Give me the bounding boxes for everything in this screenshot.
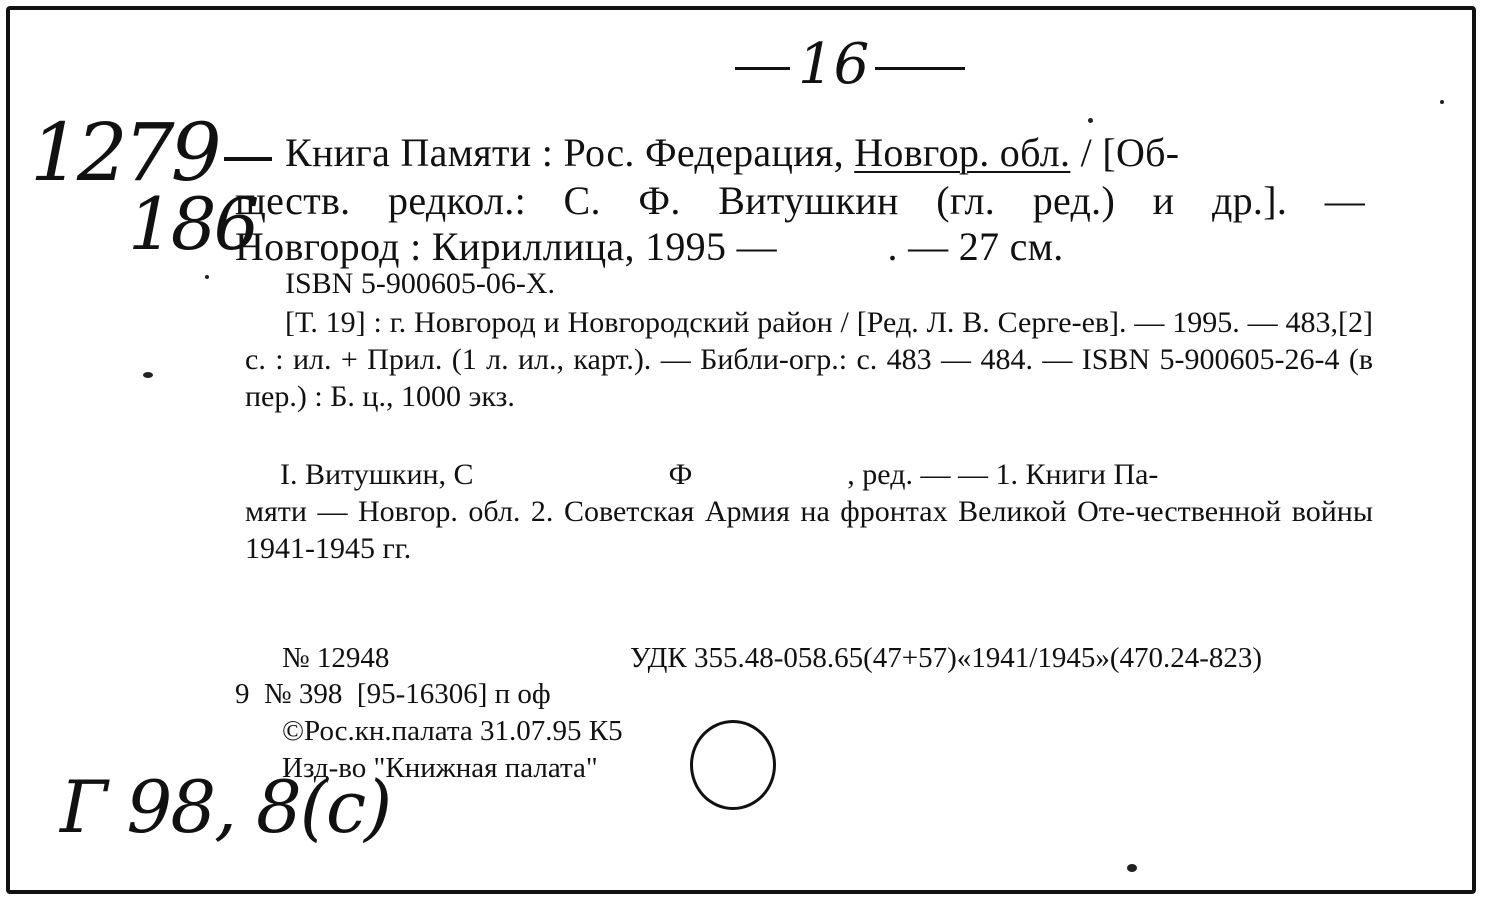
scan-speck — [1440, 100, 1444, 104]
scan-speck — [1127, 864, 1137, 872]
imprint-text: Новгород : Кириллица, 1995 — — [235, 224, 777, 269]
footer-line-4: Изд-во "Книжная палата" — [282, 752, 598, 784]
dash-right — [875, 67, 965, 70]
title-region: Новгор. обл. — [854, 130, 1071, 175]
udk-code: УДК 355.48-058.65(47+57)«1941/1945»(470.24-823) — [630, 642, 1263, 674]
isbn-line: ISBN 5-900605-06-X. — [285, 267, 555, 300]
subjects-continuation: мяти — Новгор. обл. 2. Советская Армия на фронтах Великой Оте-чественной войны 1941-1945 гг. — [245, 495, 1373, 565]
record-number: № 12948 — [282, 642, 390, 674]
subjects-initial: Ф — [668, 458, 693, 491]
scan-speck — [143, 372, 153, 378]
size-text: . — 27 см. — [887, 224, 1064, 269]
footer-line-2: 9 № 398 [95-16306] п оф — [235, 678, 551, 710]
footer-line-3: ©Рос.кн.палата 31.07.95 К5 — [282, 715, 623, 747]
subjects-line-1 — [280, 456, 1158, 493]
page-number-text: 16 — [798, 32, 870, 97]
scan-speck — [205, 275, 209, 279]
dash-left — [735, 67, 790, 70]
title-line-1 — [285, 128, 1179, 178]
handwritten-number-top-text: 1279 — [30, 106, 218, 199]
subjects-name: I. Витушкин, С — [280, 458, 474, 491]
subjects-rest: , ред. — — 1. Книги Па- — [847, 458, 1159, 491]
handwritten-dash — [224, 157, 272, 161]
title-line1-rest: / [Об- — [1080, 130, 1180, 175]
stamp-circle — [690, 720, 776, 810]
title-text: Книга Памяти : Рос. Федерация, — [285, 130, 844, 175]
handwritten-number-bottom: 186 — [128, 182, 257, 266]
scan-speck — [1088, 118, 1093, 123]
handwritten-bottom-note: Г 98, 8(с) — [60, 765, 391, 849]
title-line-2: ществ. редкол.: С. Ф. Витушкин (гл. ред.) и др.]. — — [235, 178, 1365, 223]
volume-description: [Т. 19] : г. Новгород и Новгородский район / [Ред. Л. В. Серге-ев]. — 1995. — 483,[2] с. : ил. + Прил. (1 л. ил., карт.). — Библи-огр.: с. 483 — 484. — ISBN 5-900605-26-4 (в пер.) : Б. ц., 1000 экз. — [245, 306, 1373, 413]
page-number-mark — [735, 30, 965, 100]
